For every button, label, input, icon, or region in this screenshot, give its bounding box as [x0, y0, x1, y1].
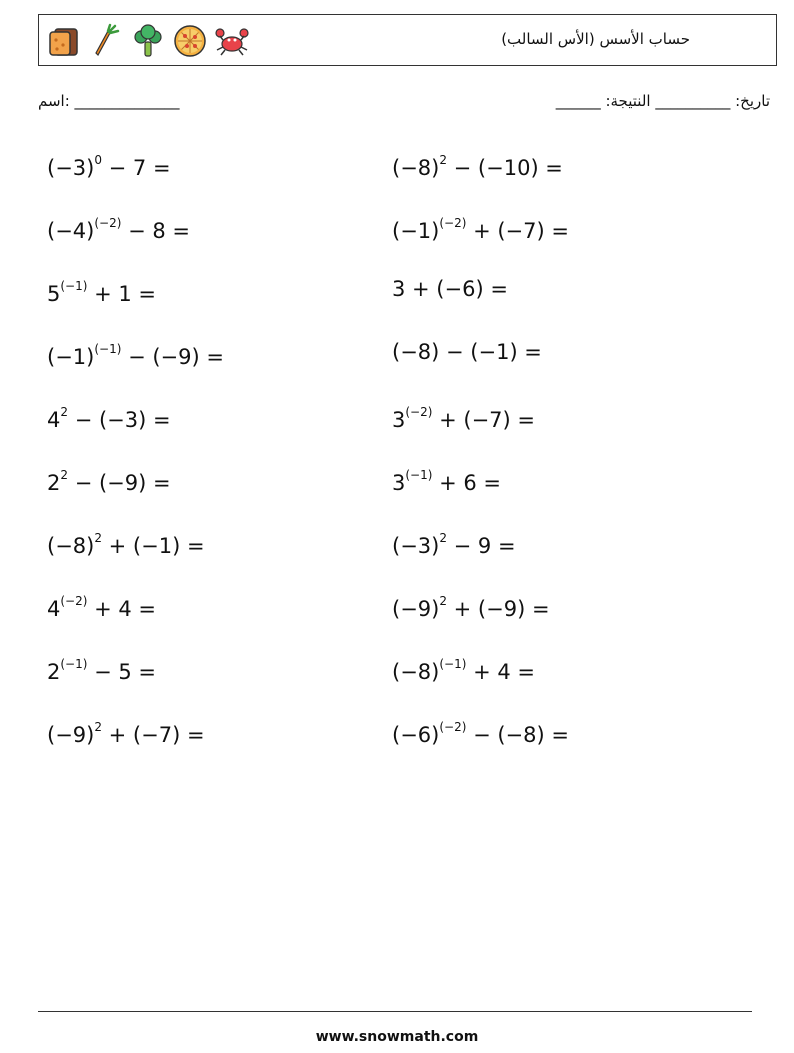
problem-exponent: (−1): [60, 279, 88, 293]
problem-exponent: (−1): [439, 657, 467, 671]
footer-divider: [38, 1011, 752, 1012]
problem-row: [47, 206, 747, 269]
problem-base: (−8) − (−1) =: [392, 340, 542, 364]
problem-row: [47, 584, 747, 647]
problem-exponent: (−1): [405, 468, 433, 482]
header-box: [38, 14, 777, 66]
problem-base: (−3): [392, 534, 440, 558]
problem-exponent: (−1): [60, 657, 88, 671]
problem-base: 4: [47, 408, 61, 432]
problem-rest: + 4 =: [87, 597, 157, 621]
problem-base: (−8): [47, 534, 95, 558]
problem: [392, 206, 737, 269]
problem-base: 3: [392, 408, 406, 432]
problem-rest: − 5 =: [87, 660, 157, 684]
problem-base: (−8): [392, 660, 440, 684]
problem: [47, 143, 392, 206]
problem-exponent: 2: [439, 153, 447, 167]
worksheet-title: حساب الأسس (الأس السالب): [501, 30, 690, 48]
problem-rest: − (−9) =: [121, 345, 224, 369]
problem-row: [47, 269, 747, 332]
problem: [47, 647, 392, 710]
problem-rest: − (−3) =: [68, 408, 171, 432]
problem: [392, 269, 737, 332]
problem-exponent: (−1): [94, 342, 122, 356]
problem: [392, 143, 737, 206]
problem-rest: + 1 =: [87, 282, 157, 306]
problem-base: 2: [47, 660, 61, 684]
problem-exponent: 2: [94, 531, 102, 545]
problem-row: [47, 395, 747, 458]
problem-base: 3: [392, 471, 406, 495]
problem-base: (−9): [47, 723, 95, 747]
problem-row: [47, 710, 747, 773]
problem: [392, 584, 737, 647]
problem-rest: + 6 =: [432, 471, 502, 495]
broccoli-icon: [130, 23, 166, 59]
problem-rest: − 9 =: [446, 534, 516, 558]
problem-exponent: (−2): [439, 216, 467, 230]
problem-rest: + (−9) =: [446, 597, 550, 621]
crab-icon: [214, 23, 250, 59]
problem: [47, 710, 392, 773]
problem-base: (−8): [392, 156, 440, 180]
problem: [47, 584, 392, 647]
problem-grid: [47, 143, 747, 773]
date-score-field: ______ :تاريخ: __________ النتيجة: [555, 92, 770, 110]
icon-strip: [46, 21, 250, 61]
problem-exponent: 2: [60, 468, 69, 482]
problem: [392, 332, 737, 395]
problem-rest: − 7 =: [101, 156, 171, 180]
problem-rest: + (−7) =: [466, 219, 569, 243]
problem-row: [47, 647, 747, 710]
problem-row: [47, 143, 747, 206]
problem: [392, 521, 737, 584]
problem-base: (−1): [392, 219, 440, 243]
problem-base: (−9): [392, 597, 440, 621]
bread-icon: [46, 23, 82, 59]
problem-exponent: 2: [94, 720, 102, 734]
problem-exponent: 2: [439, 594, 447, 608]
problem-exponent: (−2): [94, 216, 122, 230]
carrot-icon: [88, 23, 124, 59]
problem-row: [47, 458, 747, 521]
problem-exponent: 2: [439, 531, 447, 545]
problem-base: 3 + (−6) =: [392, 277, 508, 301]
problem-exponent: (−2): [439, 720, 467, 734]
problem-base: (−3): [47, 156, 95, 180]
problem: [47, 269, 392, 332]
problem: [392, 395, 737, 458]
problem-rest: + (−7) =: [101, 723, 205, 747]
problem-base: (−4): [47, 219, 95, 243]
problem-exponent: (−2): [60, 594, 88, 608]
name-field: اسم: ______________: [38, 92, 180, 110]
problem-rest: − (−8) =: [466, 723, 569, 747]
problem-base: (−1): [47, 345, 95, 369]
problem-base: 2: [47, 471, 61, 495]
problem-rest: − (−10) =: [446, 156, 563, 180]
problem: [47, 206, 392, 269]
problem-rest: + 4 =: [466, 660, 535, 684]
problem-rest: + (−7) =: [432, 408, 535, 432]
problem-rest: − 8 =: [121, 219, 190, 243]
problem-exponent: (−2): [405, 405, 433, 419]
problem-rest: − (−9) =: [68, 471, 171, 495]
problem: [392, 458, 737, 521]
problem-base: 4: [47, 597, 61, 621]
problem: [47, 521, 392, 584]
problem-exponent: 0: [94, 153, 102, 167]
problem: [392, 647, 737, 710]
problem-rest: + (−1) =: [101, 534, 205, 558]
problem-exponent: 2: [60, 405, 69, 419]
problem-base: (−6): [392, 723, 440, 747]
problem: [47, 332, 392, 395]
problem: [47, 458, 392, 521]
pizza-icon: [172, 23, 208, 59]
problem-row: [47, 521, 747, 584]
footer-url: www.snowmath.com: [315, 1029, 479, 1045]
problem-base: 5: [47, 282, 61, 306]
problem: [392, 710, 737, 773]
problem-row: [47, 332, 747, 395]
problem: [47, 395, 392, 458]
